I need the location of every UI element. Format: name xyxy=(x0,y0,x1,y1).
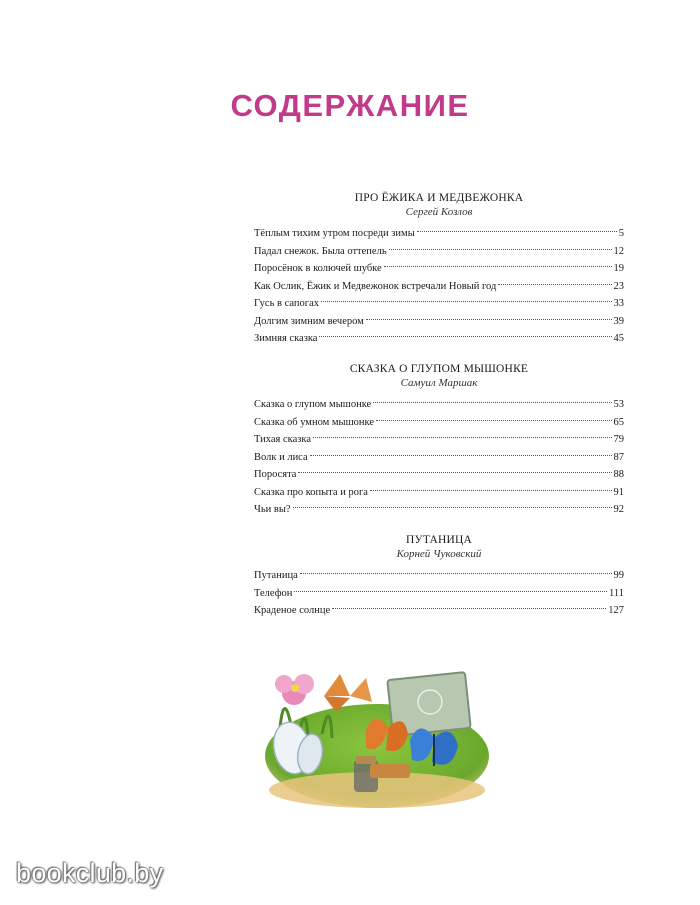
section-author: Самуил Маршак xyxy=(400,377,478,389)
dot-leader xyxy=(300,573,612,574)
toc-entry-page: 33 xyxy=(613,298,624,309)
dot-leader xyxy=(417,231,617,232)
toc-entry xyxy=(254,278,624,296)
toc-entry-title: Тихая сказка xyxy=(254,434,312,445)
toc-entry-page: 99 xyxy=(613,570,624,581)
toc-entry-title: Сказка о глупом мышонке xyxy=(254,399,372,410)
toc-entry-title: Поросёнок в колючей шубке xyxy=(254,263,382,274)
dot-leader xyxy=(319,336,611,337)
toc-entry xyxy=(254,602,624,620)
toc-list xyxy=(254,396,624,519)
dot-leader xyxy=(294,591,607,592)
toc-entry-page: 45 xyxy=(613,333,624,344)
section-author: Корней Чуковский xyxy=(396,548,482,560)
toc-entry-page: 23 xyxy=(613,280,624,292)
toc-list xyxy=(254,567,624,620)
toc-entry xyxy=(254,585,624,603)
dot-leader xyxy=(498,284,611,285)
toc-entry xyxy=(254,567,624,585)
toc-entry-page: 53 xyxy=(613,399,624,410)
dot-leader xyxy=(310,455,612,456)
dot-leader xyxy=(389,249,612,250)
toc-entry-page: 87 xyxy=(613,451,624,463)
toc-entry-title: Телефон xyxy=(254,587,293,599)
toc-entry-page: 5 xyxy=(618,228,624,239)
toc-entry-page: 127 xyxy=(608,605,624,616)
toc-entry xyxy=(254,449,624,467)
section-heading: СКАЗКА О ГЛУПОМ МЫШОНКЕ xyxy=(349,363,529,375)
toc-entry-title: Как Ослик, Ёжик и Медвежонок встречали Новый год xyxy=(254,280,497,292)
page-title: СОДЕРЖАНИЕ xyxy=(230,88,470,123)
toc-entry-page: 88 xyxy=(613,469,624,480)
toc-entry xyxy=(254,484,624,502)
toc-entry-title: Сказка про копыта и рога xyxy=(254,486,368,498)
dot-leader xyxy=(321,301,612,302)
toc-entry xyxy=(254,396,624,414)
toc-entry xyxy=(254,243,624,261)
section-author: Сергей Козлов xyxy=(405,206,473,218)
toc-entry xyxy=(254,501,624,519)
dot-leader xyxy=(298,472,611,473)
watermark: bookclub.by xyxy=(16,858,164,888)
toc-entry-page: 92 xyxy=(613,504,624,515)
toc-entry-title: Путаница xyxy=(254,570,298,581)
dot-leader xyxy=(293,507,612,508)
section-heading: ПРО ЁЖИКА И МЕДВЕЖОНКА xyxy=(354,192,524,204)
toc-entry-title: Падал снежок. Была оттепель xyxy=(254,245,387,257)
toc-entry xyxy=(254,313,624,331)
toc-list xyxy=(254,225,624,348)
toc-entry-title: Гусь в сапогах xyxy=(254,298,319,309)
dot-leader xyxy=(366,319,612,320)
toc-entry xyxy=(254,431,624,449)
toc-entry xyxy=(254,295,624,313)
dot-leader xyxy=(373,402,611,403)
toc-entry-title: Тёплым тихим утром посреди зимы xyxy=(254,228,415,239)
toc-entry-page: 12 xyxy=(613,245,624,257)
toc-entry-page: 79 xyxy=(613,434,624,445)
toc-entry-title: Краденое солнце xyxy=(254,605,331,616)
toc-entry-title: Чьи вы? xyxy=(254,504,291,515)
dot-leader xyxy=(384,266,612,267)
toc-entry-page: 91 xyxy=(613,486,624,498)
toc-entry-page: 111 xyxy=(609,587,624,599)
toc-entry-title: Зимняя сказка xyxy=(254,333,318,344)
toc-entry-title: Долгим зимним вечером xyxy=(254,315,364,327)
toc-entry-title: Поросята xyxy=(254,469,297,480)
toc-entry-title: Сказка об умном мышонке xyxy=(254,416,375,428)
toc-entry xyxy=(254,260,624,278)
toc-entry-page: 65 xyxy=(613,416,624,428)
dot-leader xyxy=(332,608,606,609)
toc-entry xyxy=(254,225,624,243)
toc-entry xyxy=(254,466,624,484)
dot-leader xyxy=(370,490,612,491)
toc-entry-title: Волк и лиса xyxy=(254,451,308,463)
toc-entry xyxy=(254,330,624,348)
toc-entry-page: 39 xyxy=(613,315,624,327)
toc-entry xyxy=(254,414,624,432)
dot-leader xyxy=(376,420,611,421)
dot-leader xyxy=(313,437,611,438)
butterflies-illustration-icon xyxy=(262,668,492,810)
section-heading: ПУТАНИЦА xyxy=(405,534,473,546)
toc-entry-page: 19 xyxy=(613,263,624,274)
